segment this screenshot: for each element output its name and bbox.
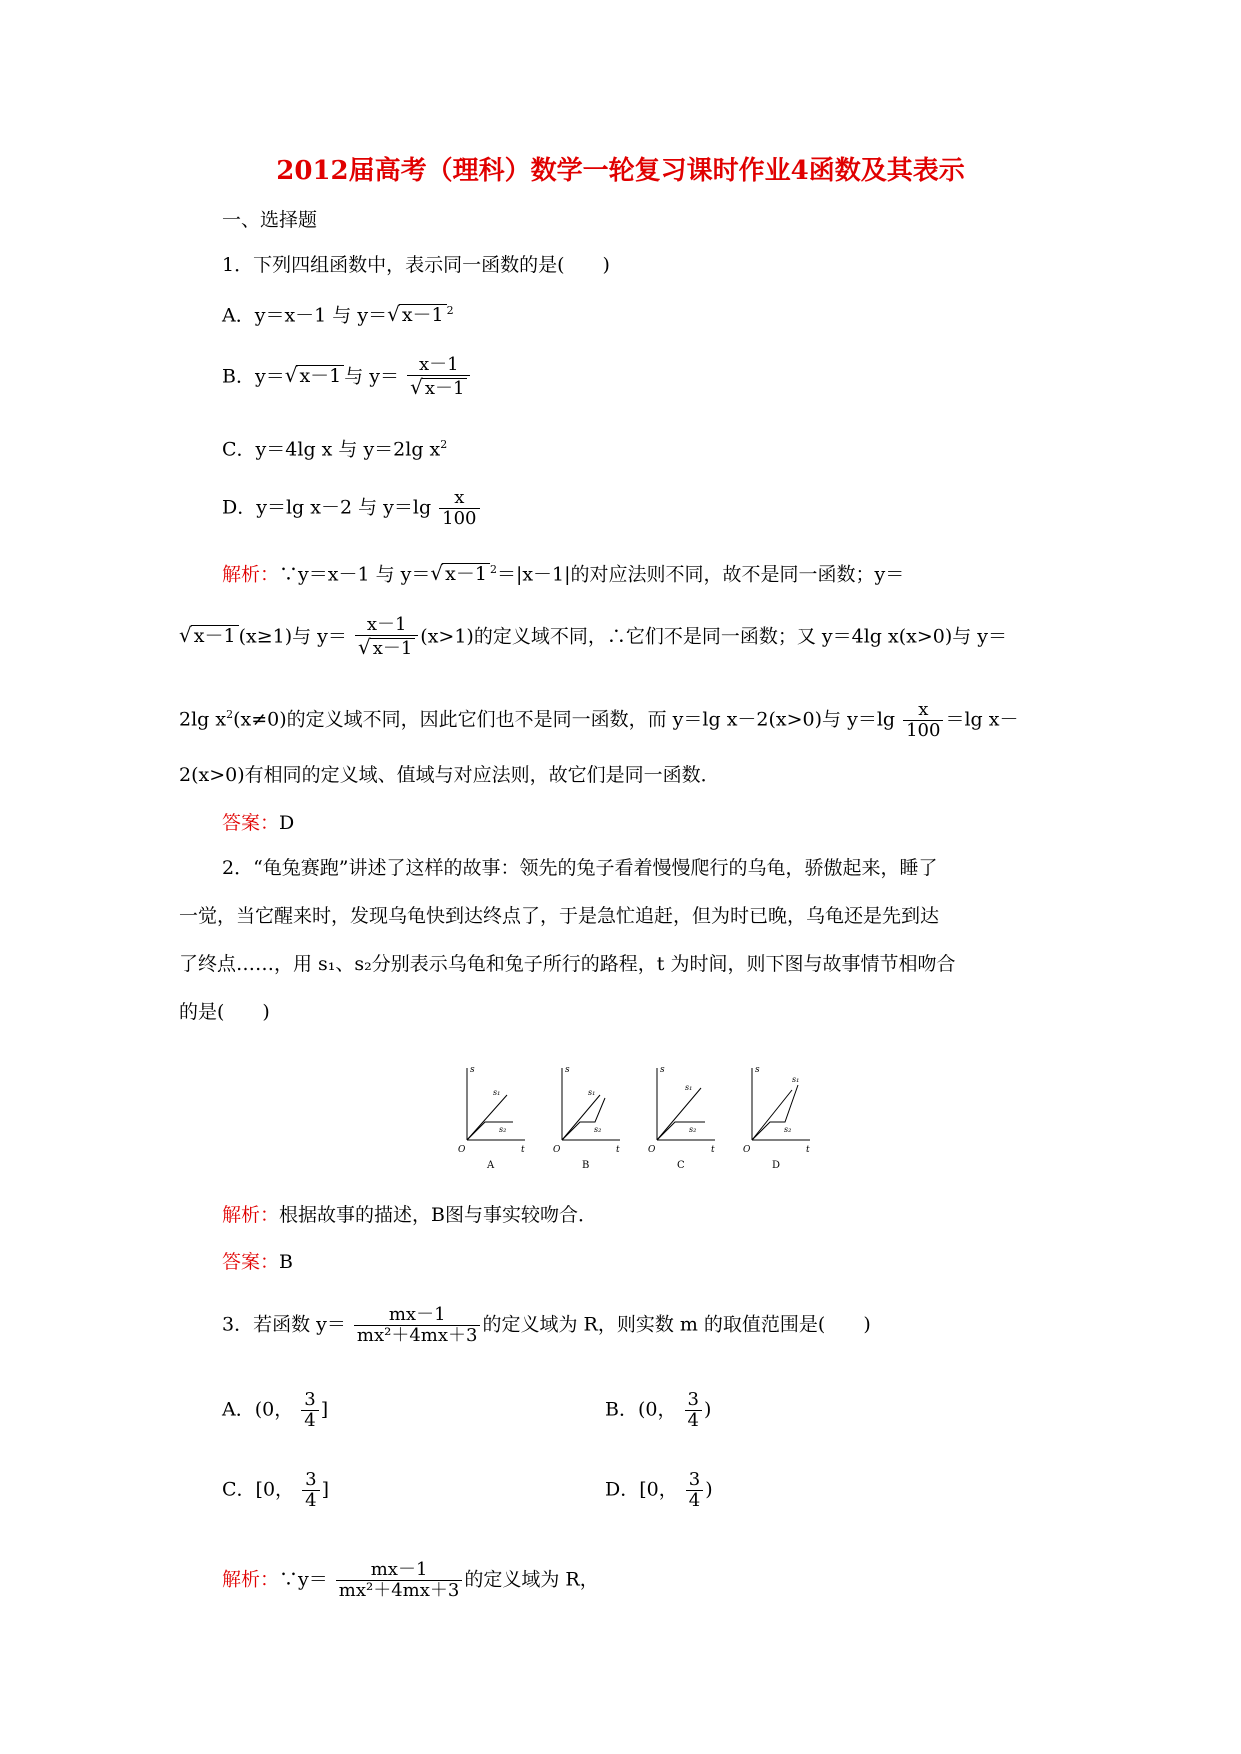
axis-o: O <box>743 1145 751 1155</box>
axis-t: t <box>521 1145 525 1155</box>
graph-d <box>743 1065 810 1170</box>
q1-option-d: D．y＝lg x－2 与 y＝lg $\frac{x}{100}$ <box>222 488 1068 529</box>
q1-analysis-line-4: 2(x>0)有相同的定义域、值域与对应法则，故它们是同一函数． <box>179 764 720 786</box>
q2-stem-line-1: 2．“龟兔赛跑”讲述了这样的故事：领先的兔子看着慢慢爬行的乌龟，骄傲起来，睡了 <box>222 857 938 879</box>
axis-s: s <box>660 1065 665 1075</box>
q1-analysis-line-3: 2lg $x^2(x\ne 0)$的定义域不同，因此它们也不是同一函数，而 y＝lg x－2(x>0)与 y＝lg $\frac{x}{100}$ ＝lg x－ <box>179 699 1019 741</box>
label-s2: s₂ <box>499 1125 507 1134</box>
label-s2: s₂ <box>784 1125 792 1134</box>
q3-option-d: D．[0， $\frac{3}{4}$ ) <box>605 1469 713 1511</box>
q2-stem-line-2: 一觉，当它醒来时，发现乌龟快到达终点了，于是急忙追赶，但为时已晚，乌龟还是先到达 <box>179 905 940 927</box>
q1-option-c: C．y＝4lg x 与 y＝2lg $x^2$ <box>222 438 448 461</box>
section-heading: 一、选择题 <box>222 209 318 231</box>
label-s2: s₂ <box>594 1125 602 1134</box>
graph-label: B <box>582 1160 590 1170</box>
label-s1: s₁ <box>792 1075 800 1084</box>
axis-s: s <box>565 1065 570 1075</box>
label-s1: s₁ <box>685 1083 693 1092</box>
q3-option-b: B．(0， $\frac{3}{4}$ ) <box>605 1389 712 1431</box>
q3-stem: 3．若函数 y＝ $\frac{mx-1}{\text{mx²＋4mx＋3}}$ 的定义域为 R，则实数 m 的取值范围是( ) <box>222 1304 871 1346</box>
q3-option-a: A．(0， $\frac{3}{4}$ ] <box>222 1389 329 1431</box>
axis-s: s <box>755 1065 760 1075</box>
q1-analysis-line-2: √ x－1 (x≥1)与 y＝ $\frac{x-1}{√ x-1}$ (x>1)的定义域不同，∴它们不是同一函数；又 y＝4lg x(x>0)与 y＝ <box>179 614 1008 659</box>
axis-t: t <box>616 1145 620 1155</box>
label-s2: s₂ <box>689 1125 697 1134</box>
q1-answer: 答案：D <box>222 812 295 834</box>
q3-analysis: 解析：∵y＝ $\frac{mx-1}{\text{mx²＋4mx＋3}}$ 的定义域为 R， <box>222 1559 599 1601</box>
graph-label: D <box>772 1160 781 1170</box>
axis-o: O <box>458 1145 466 1155</box>
graph-b <box>553 1065 620 1170</box>
q2-graphs-figure <box>450 1060 850 1170</box>
q3-option-c: C．[0， $\frac{3}{4}$ ] <box>222 1469 329 1511</box>
axis-o: O <box>553 1145 561 1155</box>
axis-o: O <box>648 1145 656 1155</box>
page-title: 2012届高考（理科）数学一轮复习课时作业4函数及其表示 <box>276 156 965 186</box>
axis-t: t <box>711 1145 715 1155</box>
graph-c <box>648 1065 715 1170</box>
graph-label: A <box>487 1160 495 1170</box>
axis-s: s <box>470 1065 475 1075</box>
q1-option-a: A．y＝x－1 与 y＝√ x－1 $^2$ <box>222 302 454 327</box>
label-s1: s₁ <box>493 1088 501 1097</box>
q2-stem-line-3: 了终点……，用 s₁、s₂分别表示乌龟和兔子所行的路程，t 为时间，则下图与故事情节相吻合 <box>179 953 956 975</box>
q1-option-b: B．y＝√ x－1 与 y＝ $\frac{x-1}{√ x-1}$ <box>222 355 1068 399</box>
q2-answer: 答案：B <box>222 1251 293 1273</box>
graph-label: C <box>677 1160 685 1170</box>
q1-stem: 1．下列四组函数中，表示同一函数的是( ) <box>222 254 610 276</box>
label-s1: s₁ <box>588 1088 596 1097</box>
q2-stem-line-4: 的是( ) <box>179 1001 270 1023</box>
q1-analysis-line-1: 解析：∵y＝x－1 与 y＝√ x－1 $^2$＝|x－1|的对应法则不同，故不是同一函数；y＝ <box>222 561 905 586</box>
q2-analysis: 解析：根据故事的描述，B图与事实较吻合． <box>222 1204 597 1226</box>
graph-a <box>458 1065 525 1170</box>
axis-t: t <box>806 1145 810 1155</box>
